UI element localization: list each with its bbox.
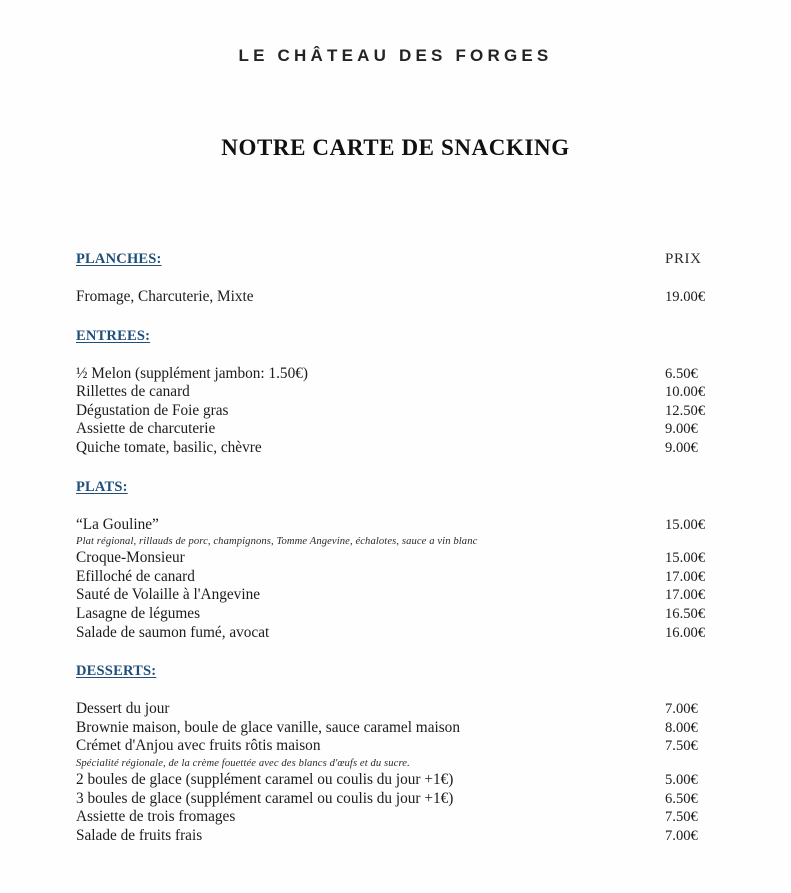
menu-item-price: 7.00€ <box>665 701 698 718</box>
menu-item-row <box>76 624 744 643</box>
spacer <box>76 500 744 516</box>
menu-item-list <box>76 365 744 458</box>
menu-item-name: Quiche tomate, basilic, chèvre <box>76 438 262 456</box>
menu-item-price: 9.00€ <box>665 439 698 456</box>
menu-item-name: Salade de saumon fumé, avocat <box>76 623 270 641</box>
price-column-header: PRIX <box>665 251 702 267</box>
menu-item-name: Croque-Monsieur <box>76 549 185 567</box>
menu-item-name: Dégustation de Foie gras <box>76 401 229 419</box>
section-header-row <box>76 327 744 349</box>
menu-item-name: Assiette de charcuterie <box>76 420 216 438</box>
menu-item-price: 6.50€ <box>665 365 698 382</box>
menu-item-list <box>76 288 744 307</box>
spacer <box>76 845 744 865</box>
menu-item-price: 16.00€ <box>665 624 706 641</box>
spacer <box>76 349 744 365</box>
menu-item-name: ½ Melon (supplément jambon: 1.50€) <box>76 364 308 382</box>
restaurant-brand-name: LE CHÂTEAU DES FORGES <box>238 46 553 65</box>
menu-item-row <box>76 808 744 827</box>
menu-item-price: 19.00€ <box>665 289 706 305</box>
menu-item-name: “La Gouline” <box>76 515 159 533</box>
menu-section <box>76 327 744 478</box>
menu-item-row <box>76 288 744 307</box>
menu-item-row <box>76 605 744 624</box>
menu-item-row <box>76 439 744 458</box>
menu-item-price: 15.00€ <box>665 550 706 567</box>
menu-item-name: Dessert du jour <box>76 700 170 718</box>
menu-item-name: Lasagne de légumes <box>76 604 201 622</box>
spacer <box>76 642 744 662</box>
menu-item-description: Spécialité régionale, de la crème fouettée avec des blancs d'œufs et du sucre. <box>76 757 410 769</box>
menu-item-name: Assiette de trois fromages <box>76 808 236 826</box>
menu-item-row <box>76 549 744 568</box>
menu-item-name: Salade de fruits frais <box>76 826 203 844</box>
menu-item-row <box>76 771 744 790</box>
menu-item-price: 15.00€ <box>665 516 706 533</box>
section-heading: DESSERTS: <box>76 663 157 680</box>
menu-item-row <box>76 790 744 809</box>
menu-item-row <box>76 700 744 719</box>
menu-item-row <box>76 383 744 402</box>
menu-sections <box>76 250 744 865</box>
menu-item-name: 3 boules de glace (supplément caramel ou coulis du jour +1€) <box>76 789 454 807</box>
menu-item-row <box>76 827 744 846</box>
menu-item-name: Fromage, Charcuterie, Mixte <box>76 288 254 305</box>
menu-item-description: Plat régional, rillauds de porc, champignons, Tomme Angevine, échalotes, sauce a vin blanc <box>76 536 478 548</box>
menu-item-row <box>76 516 744 535</box>
menu-item-name: Crémet d'Anjou avec fruits rôtis maison <box>76 737 321 755</box>
menu-item-price: 12.50€ <box>665 402 706 419</box>
spacer <box>76 307 744 327</box>
menu-item-list <box>76 516 744 643</box>
menu-item-name: Sauté de Volaille à l'Angevine <box>76 586 261 604</box>
menu-item-row <box>76 365 744 384</box>
menu-item-name: 2 boules de glace (supplément caramel ou coulis du jour +1€) <box>76 770 454 788</box>
menu-item-price: 10.00€ <box>665 384 706 401</box>
menu-item-price: 7.00€ <box>665 827 698 844</box>
section-heading: ENTREES: <box>76 327 151 344</box>
section-header-row <box>76 662 744 684</box>
section-header-row <box>76 478 744 500</box>
menu-item-price: 7.50€ <box>665 738 698 755</box>
menu-item-price: 8.00€ <box>665 719 698 736</box>
menu-item-row <box>76 420 744 439</box>
menu-section <box>76 478 744 663</box>
menu-item-price: 9.00€ <box>665 421 698 438</box>
section-heading: PLATS: <box>76 478 128 495</box>
menu-item-price: 5.00€ <box>665 771 698 788</box>
spacer <box>76 684 744 700</box>
menu-item-row <box>76 719 744 738</box>
spacer <box>76 272 744 288</box>
menu-item-price: 17.00€ <box>665 568 706 585</box>
menu-item-price: 16.50€ <box>665 605 706 622</box>
menu-section <box>76 662 744 865</box>
menu-item-row <box>76 586 744 605</box>
menu-section <box>76 250 744 327</box>
spacer <box>76 458 744 478</box>
page-title: NOTRE CARTE DE SNACKING <box>221 135 570 160</box>
menu-item-price: 7.50€ <box>665 809 698 826</box>
menu-item-row <box>76 737 744 756</box>
menu-item-name: Brownie maison, boule de glace vanille, sauce caramel maison <box>76 718 460 736</box>
menu-item-list <box>76 700 744 845</box>
section-heading: PLANCHES: <box>76 251 162 267</box>
menu-item-name: Rillettes de canard <box>76 383 190 401</box>
menu-item-name: Efilloché de canard <box>76 567 195 585</box>
menu-item-price: 6.50€ <box>665 790 698 807</box>
menu-item-price: 17.00€ <box>665 587 706 604</box>
menu-item-row <box>76 568 744 587</box>
section-header-row <box>76 250 744 272</box>
menu-item-row <box>76 402 744 421</box>
